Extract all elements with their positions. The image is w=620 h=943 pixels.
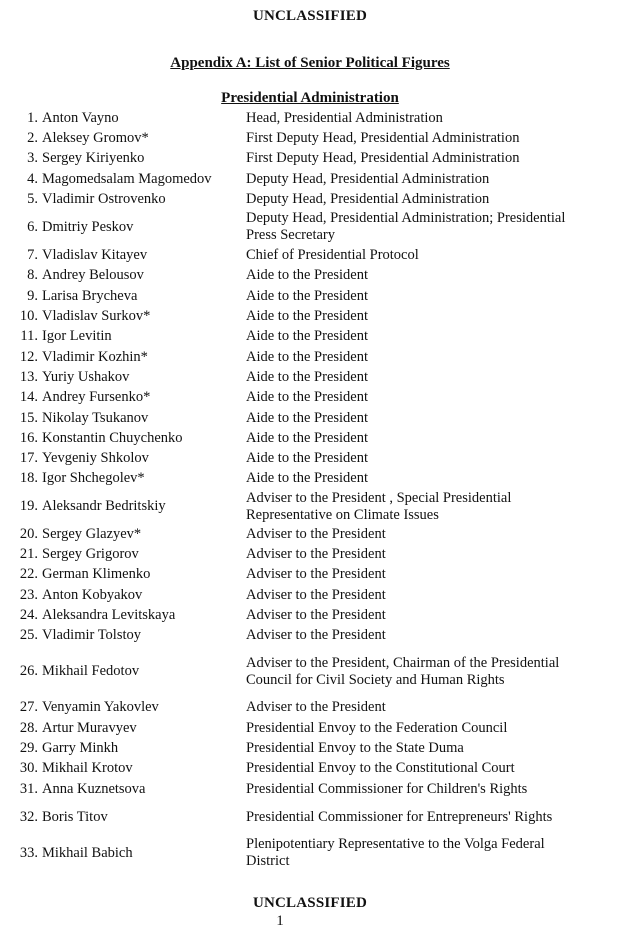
list-item — [0, 565, 620, 585]
list-item — [0, 489, 620, 524]
entry-number: 24. — [19, 606, 38, 623]
entry-name: Larisa Brycheva — [42, 287, 138, 304]
entry-name: Magomedsalam Magomedov — [42, 170, 212, 187]
entry-title: Aide to the President — [246, 287, 369, 304]
list-item — [0, 428, 620, 448]
list-item — [0, 448, 620, 468]
entry-title: Head, Presidential Administration — [246, 109, 443, 126]
entry-title: Deputy Head, Presidential Administration — [246, 170, 490, 187]
entry-name: Anna Kuznetsova — [42, 780, 146, 797]
list-item — [0, 759, 620, 779]
entry-name: Aleksandr Bedritskiy — [42, 498, 166, 515]
entry-number: 28. — [19, 719, 38, 736]
entry-number: 30. — [19, 760, 38, 777]
list-item — [0, 605, 620, 625]
entry-name: Garry Minkh — [42, 740, 119, 757]
list-item — [0, 585, 620, 605]
entry-title: Aide to the President — [246, 470, 369, 487]
entry-name: Artur Muravyev — [42, 719, 137, 736]
entry-number: 22. — [19, 566, 38, 583]
entry-title: First Deputy Head, Presidential Administration — [246, 129, 520, 146]
list-item — [0, 327, 620, 347]
entry-name: Vladimir Kozhin* — [42, 348, 148, 365]
entry-title: Adviser to the President — [246, 566, 386, 583]
list-item — [0, 469, 620, 489]
entry-title: Adviser to the President, Chairman of the Presidential Council for Civil Society and Human Rights — [246, 654, 560, 688]
entry-title: Adviser to the President — [246, 627, 386, 644]
entry-title: Aide to the President — [246, 389, 369, 406]
entry-number: 6. — [27, 218, 38, 235]
entry-number: 19. — [19, 498, 38, 515]
entry-name: Igor Levitin — [42, 328, 112, 345]
list-item — [0, 408, 620, 428]
list-item — [0, 108, 620, 128]
entry-name: Mikhail Krotov — [42, 760, 133, 777]
list-item — [0, 646, 620, 698]
entry-number: 14. — [19, 389, 38, 406]
entry-title: Adviser to the President , Special Presidential Representative on Climate Issues — [246, 489, 512, 523]
list-item — [0, 128, 620, 148]
entry-number: 11. — [20, 328, 38, 345]
list-item — [0, 835, 620, 871]
entry-title: Aide to the President — [246, 267, 369, 284]
bottom-classification-marking: UNCLASSIFIED — [252, 895, 368, 911]
entry-number: 29. — [19, 740, 38, 757]
entry-title: First Deputy Head, Presidential Administration — [246, 150, 520, 167]
list-item — [0, 286, 620, 306]
entry-name: Yevgeniy Shkolov — [42, 450, 149, 467]
entry-number: 18. — [19, 470, 38, 487]
entry-title: Aide to the President — [246, 328, 369, 345]
entry-number: 13. — [19, 368, 38, 385]
entry-title: Aide to the President — [246, 429, 369, 446]
entry-name: Venyamin Yakovlev — [42, 699, 159, 716]
entry-name: Anton Vayno — [42, 109, 119, 126]
list-item — [0, 189, 620, 209]
entry-name: Dmitriy Peskov — [42, 218, 134, 235]
list-item — [0, 209, 620, 245]
entry-title: Chief of Presidential Protocol — [246, 247, 419, 264]
list-item — [0, 149, 620, 169]
entry-number: 10. — [19, 308, 38, 325]
entry-name: Boris Titov — [42, 808, 108, 825]
entry-name: Andrey Belousov — [42, 267, 144, 284]
entry-name: Nikolay Tsukanov — [42, 409, 149, 426]
entry-number: 12. — [19, 348, 38, 365]
entry-number: 16. — [19, 429, 38, 446]
entry-name: Aleksey Gromov* — [42, 129, 149, 146]
entry-name: Andrey Fursenko* — [42, 389, 151, 406]
entry-title: Presidential Envoy to the Federation Council — [246, 719, 508, 736]
list-item — [0, 718, 620, 738]
entry-list — [0, 108, 620, 871]
entry-title: Presidential Commissioner for Children's Rights — [246, 780, 528, 797]
entry-number: 23. — [19, 586, 38, 603]
entry-name: Sergey Grigorov — [42, 545, 139, 562]
top-classification-marking: UNCLASSIFIED — [252, 8, 368, 24]
list-item — [0, 347, 620, 367]
entry-number: 8. — [27, 267, 38, 284]
list-item — [0, 626, 620, 646]
entry-title: Adviser to the President — [246, 545, 386, 562]
entry-title: Aide to the President — [246, 348, 369, 365]
entry-number: 15. — [19, 409, 38, 426]
entry-title: Deputy Head, Presidential Administration — [246, 190, 490, 207]
entry-number: 7. — [27, 247, 38, 264]
entry-name: Konstantin Chuychenko — [42, 429, 183, 446]
entry-title: Presidential Envoy to the State Duma — [246, 740, 464, 757]
entry-number: 25. — [19, 627, 38, 644]
list-item — [0, 388, 620, 408]
entry-title: Aide to the President — [246, 450, 369, 467]
entry-name: Vladislav Kitayev — [42, 247, 148, 264]
entry-number: 27. — [19, 699, 38, 716]
page-number: 1 — [276, 913, 284, 929]
entry-name: Vladimir Ostrovenko — [42, 190, 166, 207]
entry-number: 20. — [19, 525, 38, 542]
entry-number: 32. — [19, 808, 38, 825]
list-item — [0, 524, 620, 544]
entry-title: Deputy Head, Presidential Administration; Presidential Press Secretary — [246, 210, 566, 244]
entry-name: Aleksandra Levitskaya — [42, 606, 176, 623]
entry-name: Igor Shchegolev* — [42, 470, 145, 487]
entry-title: Adviser to the President — [246, 606, 386, 623]
entry-number: 3. — [27, 150, 38, 167]
appendix-title: Appendix A: List of Senior Political Figures — [170, 55, 450, 71]
list-item — [0, 266, 620, 286]
entry-name: Vladimir Tolstoy — [42, 627, 142, 644]
entry-number: 9. — [27, 287, 38, 304]
list-item — [0, 367, 620, 387]
entry-name: Sergey Glazyev* — [42, 525, 142, 542]
entry-name: Yuriy Ushakov — [42, 368, 130, 385]
entry-title: Presidential Envoy to the Constitutional Court — [246, 760, 515, 777]
entry-title: Adviser to the President — [246, 699, 386, 716]
entry-number: 5. — [27, 190, 38, 207]
entry-title: Plenipotentiary Representative to the Volga Federal District — [246, 836, 545, 870]
entry-number: 17. — [19, 450, 38, 467]
entry-number: 26. — [19, 663, 38, 680]
entry-name: Sergey Kiriyenko — [42, 150, 145, 167]
entry-title: Adviser to the President — [246, 525, 386, 542]
entry-name: Vladislav Surkov* — [42, 308, 151, 325]
list-item — [0, 698, 620, 718]
entry-number: 1. — [27, 109, 38, 126]
entry-name: German Klimenko — [42, 566, 151, 583]
entry-number: 33. — [19, 844, 38, 861]
entry-title: Presidential Commissioner for Entrepreneurs' Rights — [246, 808, 553, 825]
list-item — [0, 738, 620, 758]
entry-name: Mikhail Babich — [42, 844, 133, 861]
entry-number: 31. — [19, 780, 38, 797]
list-item — [0, 799, 620, 835]
entry-name: Anton Kobyakov — [42, 586, 143, 603]
entry-title: Aide to the President — [246, 308, 369, 325]
entry-title: Adviser to the President — [246, 586, 386, 603]
list-item — [0, 245, 620, 265]
entry-number: 21. — [19, 545, 38, 562]
entry-title: Aide to the President — [246, 368, 369, 385]
entry-number: 4. — [27, 170, 38, 187]
section-title: Presidential Administration — [221, 90, 399, 106]
list-item — [0, 169, 620, 189]
list-item — [0, 779, 620, 799]
entry-title: Aide to the President — [246, 409, 369, 426]
list-item — [0, 544, 620, 564]
list-item — [0, 306, 620, 326]
entry-number: 2. — [27, 129, 38, 146]
entry-name: Mikhail Fedotov — [42, 663, 140, 680]
